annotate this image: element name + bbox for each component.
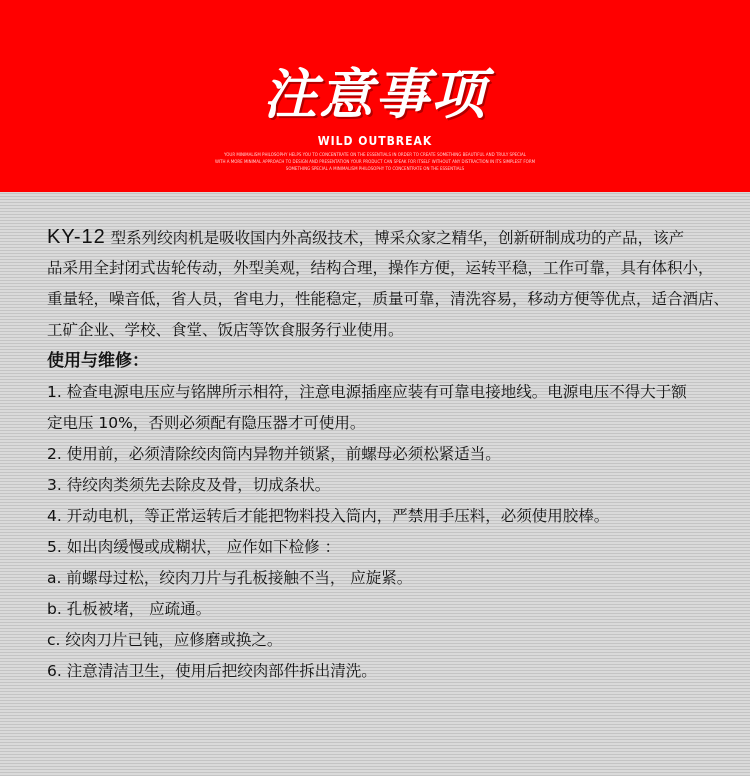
instruction-line: 定电压 10%，否则必须配有隐压器才可使用。 [47,414,366,432]
banner-fine-text: WITH A MORE MINIMAL APPROACH TO DESIGN AND PRESENTATION YOUR PRODUCT CAN SPEAK FOR ITSELF WITHOUT ANY DISTRACTION IN ITS SIMPLEST FORM [214,159,536,164]
intro-line: 品采用全封闭式齿轮传动，外型美观，结构合理，操作方便，运转平稳，工作可靠，具有体积小， [47,259,714,277]
model-number: KY-12 [47,226,106,248]
intro-line: 重量轻，噪音低，省人员，省电力，性能稳定，质量可靠，清洗容易，移动方便等优点，适合酒店、 [47,290,730,308]
intro-text: 型系列绞肉机是吸收国内外高级技术，博采众家之精华，创新研制成功的产品，该产 [105,229,685,247]
instruction-line: b. 孔板被堵， 应疏通。 [47,600,212,618]
banner-fine-text: YOUR MINIMALISM PHILOSOPHY HELPS YOU TO CONCENTRATE ON THE ESSENTIALS IN ORDER TO CREATE SOMETHING BEAUTIFUL AND TRULY SPECIAL [224,152,526,157]
banner-subtitle: WILD OUTBREAK [317,134,433,148]
instruction-line: 1. 检查电源电压应与铭牌所示相符，注意电源插座应装有可靠电接地线。电源电压不得大于额 [47,383,687,401]
section-title: 使用与维修： [47,351,149,371]
instruction-line: 5. 如出肉缓慢或成糊状， 应作如下检修 ： [47,538,341,556]
instruction-line: 4. 开动电机，等正常运转后才能把物料投入筒内，严禁用手压料，必须使用胶棒。 [47,507,610,525]
instruction-line: 6. 注意清洁卫生，使用后把绞肉部件拆出清洗。 [47,662,377,680]
banner-title: 注意事项 [263,63,487,126]
banner-fine-text: SOMETHING SPECIAL A MINIMALISM PHILOSOPHY TO CONCENTRATE ON THE ESSENTIALS [285,166,465,171]
instruction-line: a. 前螺母过松，绞肉刀片与孔板接触不当， 应旋紧。 [47,569,413,587]
notice-text-block [47,222,739,687]
instruction-line: 2. 使用前，必须清除绞肉筒内异物并锁紧，前螺母必须松紧适当。 [47,445,501,463]
intro-line: 工矿企业、学校、食堂、饭店等饮食服务行业使用。 [47,321,404,339]
instruction-line: c. 绞肉刀片已钝，应修磨或换之。 [47,631,283,649]
instruction-line: 3. 待绞肉类须先去除皮及骨，切成条状。 [47,476,331,494]
notice-content [0,192,750,776]
header-banner [0,0,750,192]
intro-line [47,222,739,253]
